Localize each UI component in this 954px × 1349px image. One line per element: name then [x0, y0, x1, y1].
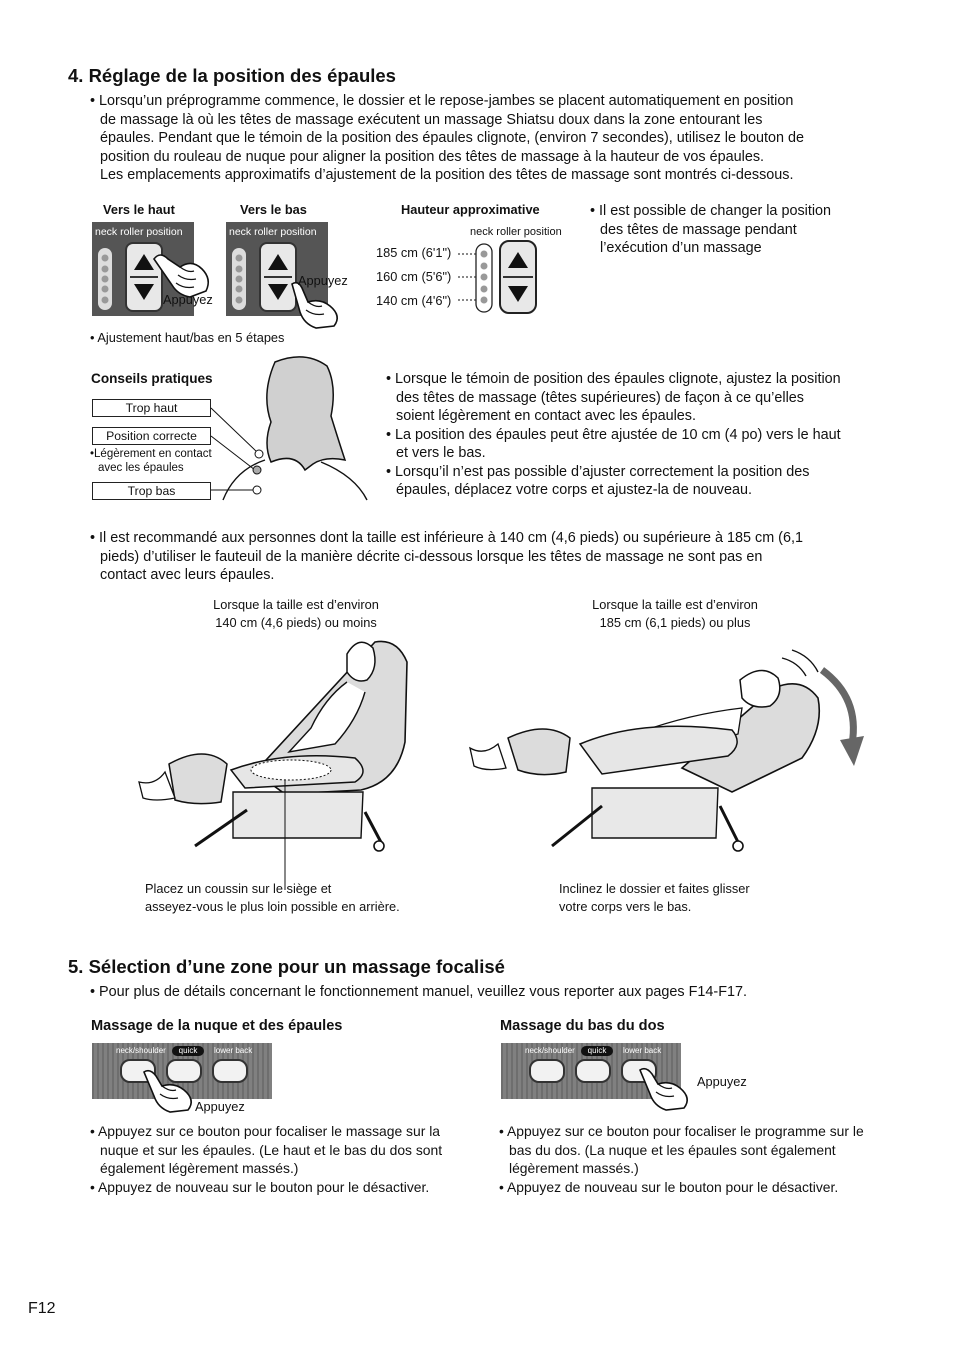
- shoulder-position-drawing: [205, 352, 380, 502]
- quick-button[interactable]: [575, 1059, 611, 1083]
- level-indicator: [232, 248, 246, 310]
- press-label-left: Appuyez: [195, 1099, 245, 1114]
- press-label-down: Appuyez: [298, 273, 348, 288]
- page-number: F12: [28, 1300, 56, 1317]
- height-140: 140 cm (4'6"): [376, 293, 452, 308]
- height-185: 185 cm (6'1"): [376, 245, 452, 260]
- indicator-dots: [98, 248, 112, 310]
- neck-shoulder-button[interactable]: [529, 1059, 565, 1083]
- right-caption-bottom: Inclinez le dossier et faites glisser votre corps vers le bas.: [559, 881, 750, 914]
- position-change-note: • Il est possible de changer la position des têtes de massage pendant l’exécution d’un massage: [590, 202, 880, 258]
- tip-correct: Position correcte: [92, 427, 211, 445]
- pointing-hand-icon: [140, 1068, 198, 1112]
- lower-back-title: Massage du bas du dos: [500, 1018, 665, 1034]
- section-4-intro: • Lorsqu’un préprogramme commence, le dossier et le repose-jambes se placent automatiquement en position de massage là où les têtes de massage exécutent un massage Shiatsu doux dans la zone entourant les épaules. Pendant que le témoin de la position des épaules clignote, (environ 7 secondes), utilisez le bouton de position du rouleau de nuque pour aligner la position des têtes de massage à la hauteur de vos épaules. Les emplacements approximatifs d’ajustement de la position des têtes de massage sont montrés ci-dessous.: [90, 92, 900, 185]
- focus-button-panel-left: neck/shoulder quick lower back: [92, 1043, 272, 1099]
- neck-roller-panel-up: neck roller position: [92, 222, 194, 316]
- tips-bullets: • Lorsque le témoin de position des épaules clignote, ajustez la position des têtes de massage (têtes supérieures) de façon à ce qu’elles soient légèrement en contact avec les épaules. • La position des épaules peut être ajustée de 10 cm (4 po) vers le haut et vers le bas. • Lorsqu’il n’est pas possible d’ajuster correctement la position des épaules, déplacez votre corps et ajustez-la de nouveau.: [386, 370, 896, 500]
- section-4-title: 4. Réglage de la position des épaules: [68, 65, 396, 86]
- lower-back-bullets: • Appuyez sur ce bouton pour focaliser le programme sur le bas du dos. (La nuque et les épaules sont également légèrement massés.) • Appuyez de nouveau sur le bouton pour le désactiver.: [499, 1122, 899, 1196]
- recommendation: • Il est recommandé aux personnes dont la taille est inférieure à 140 cm (4,6 pieds) ou supérieure à 185 cm (6,1 pieds) d’utiliser le fauteuil de la manière décrite ci-dessous lorsque les têtes de massage ne sont pas en contact avec leurs épaules.: [90, 529, 900, 585]
- level-indicator: [98, 248, 112, 310]
- indicator-dots: [232, 248, 246, 310]
- right-caption-top: Lorsque la taille est d’environ 185 cm (6,1 pieds) ou plus: [592, 597, 758, 630]
- focus-button-panel-right: neck/shoulder quick lower back: [501, 1043, 681, 1099]
- press-label-right: Appuyez: [697, 1074, 747, 1089]
- lower-back-button[interactable]: [212, 1059, 248, 1083]
- panel-label: neck roller position: [470, 226, 562, 238]
- press-label-up: Appuyez: [163, 292, 213, 307]
- up-label: Vers le haut: [103, 202, 175, 217]
- neck-shoulder-bullets: • Appuyez sur ce bouton pour focaliser le massage sur la nuque et sur les épaules. (Le haut et le bas du dos sont également légèrement massés.) • Appuyez de nouveau sur le bouton pour le désactiver.: [90, 1122, 470, 1196]
- neck-shoulder-title: Massage de la nuque et des épaules: [91, 1018, 343, 1034]
- neck-roller-panel-down: neck roller position: [226, 222, 328, 316]
- massage-chair-cushion-drawing: [135, 632, 415, 862]
- tips-title: Conseils pratiques: [91, 371, 213, 386]
- tip-light-contact: •Légèrement en contact avec les épaules: [90, 448, 212, 474]
- steps-note: • Ajustement haut/bas en 5 étapes: [90, 330, 284, 346]
- tip-too-low: Trop bas: [92, 482, 211, 500]
- left-caption-top: Lorsque la taille est d’environ 140 cm (4,6 pieds) ou moins: [213, 597, 379, 630]
- section-5-intro: • Pour plus de détails concernant le fonctionnement manuel, veuillez vous reporter aux pages F14-F17.: [90, 983, 747, 1002]
- height-label: Hauteur approximative: [401, 202, 540, 217]
- section-5-title: 5. Sélection d’une zone pour un massage focalisé: [68, 956, 505, 977]
- height-160: 160 cm (5'6"): [376, 269, 452, 284]
- left-caption-bottom: Placez un coussin sur le siège et asseyez-vous le plus loin possible en arrière.: [145, 881, 400, 914]
- height-panel-drawing: [456, 240, 566, 316]
- tip-too-high: Trop haut: [92, 399, 211, 417]
- down-label: Vers le bas: [240, 202, 307, 217]
- massage-chair-reclined-drawing: [462, 648, 872, 858]
- pointing-hand-icon: [636, 1066, 694, 1110]
